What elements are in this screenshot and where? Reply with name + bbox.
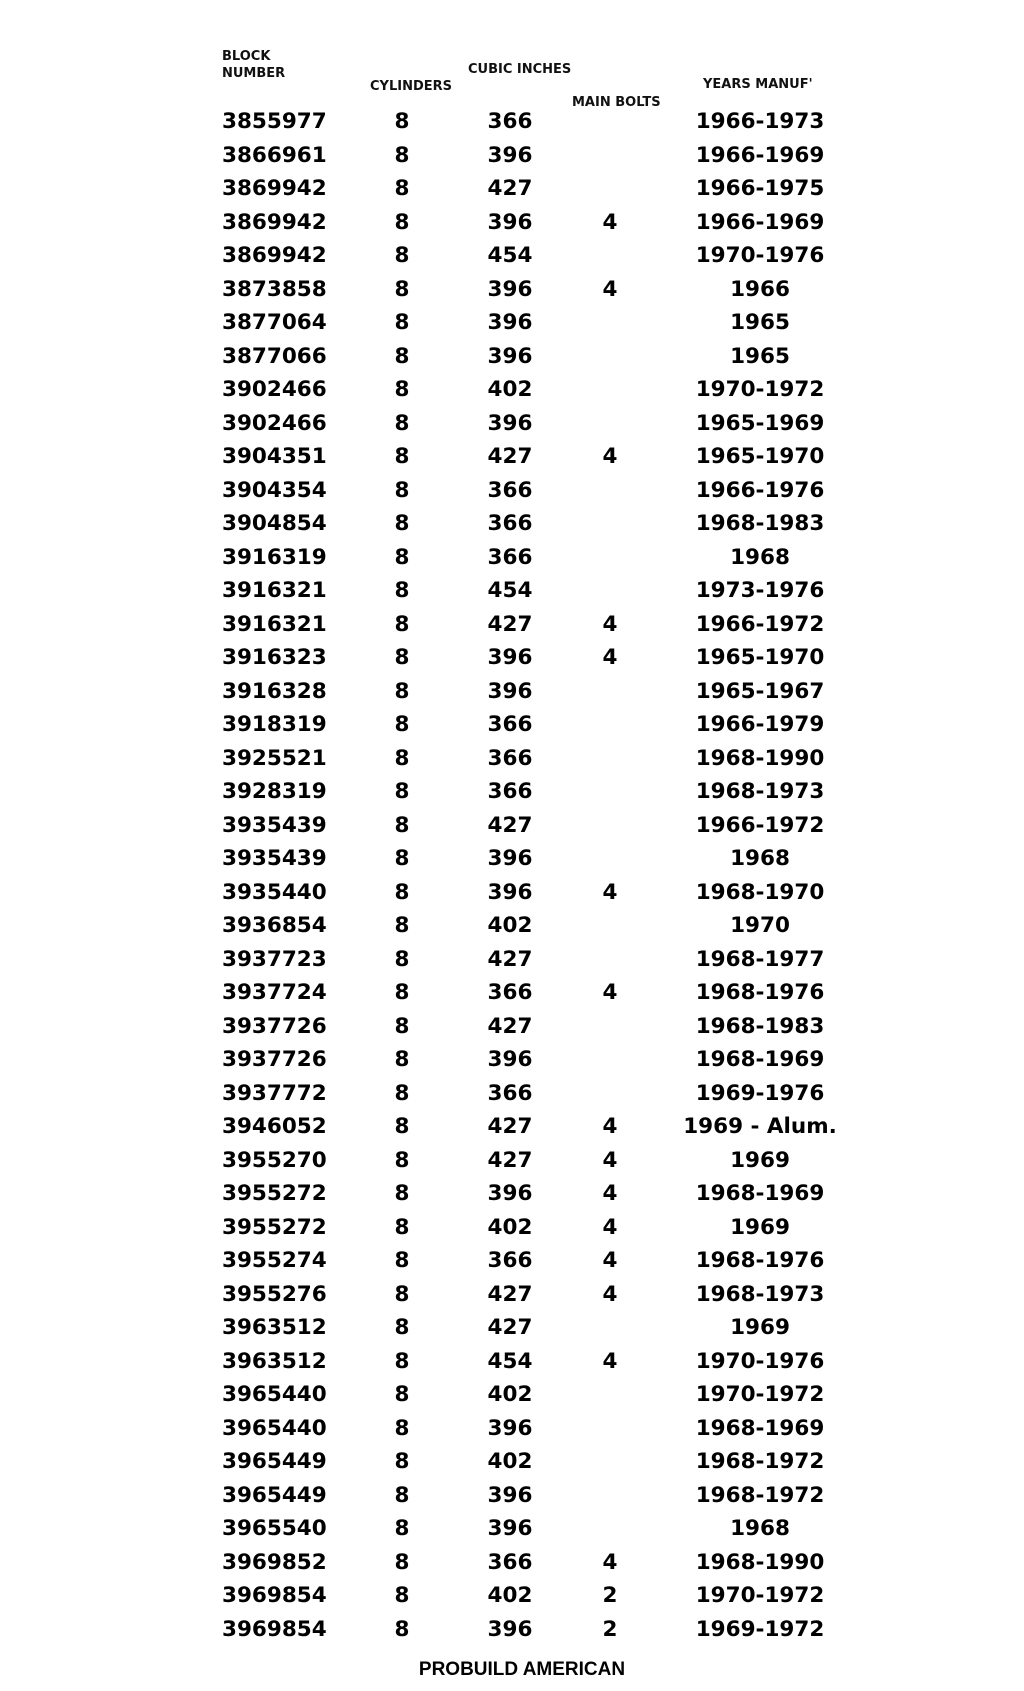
cubic-inches-cell: 396	[487, 1415, 533, 1441]
table-row	[0, 1445, 1024, 1479]
table-row	[0, 1479, 1024, 1513]
table-row	[0, 239, 1024, 273]
cylinders-cell: 8	[394, 1616, 410, 1642]
years-cell: 1968-1972	[695, 1449, 825, 1474]
table-row	[0, 1311, 1024, 1345]
block-number-cell: 3855977	[222, 109, 327, 134]
main-bolts-cell: 2	[602, 1616, 618, 1642]
cylinders-cell: 8	[394, 1583, 410, 1608]
cylinders-cell: 8	[394, 377, 410, 402]
block-number-cell: 3904354	[222, 477, 327, 503]
block-table	[0, 105, 1024, 1646]
cubic-inches-cell: 396	[487, 1516, 533, 1541]
cubic-inches-cell: 454	[487, 243, 533, 268]
table-row	[0, 1144, 1024, 1178]
block-number-cell: 3916328	[222, 678, 327, 704]
table-row	[0, 1177, 1024, 1211]
years-cell: 1966-1976	[695, 477, 825, 503]
table-row	[0, 574, 1024, 608]
years-cell: 1968-1969	[695, 1047, 825, 1072]
cubic-inches-cell: 427	[487, 176, 533, 201]
years-cell: 1965	[730, 343, 790, 369]
main-bolts-cell: 4	[602, 1549, 618, 1575]
block-number-cell: 3969854	[222, 1616, 327, 1642]
cylinders-cell: 8	[394, 1482, 410, 1508]
main-bolts-cell: 4	[602, 444, 618, 469]
table-row	[0, 474, 1024, 508]
block-number-cell: 3916321	[222, 578, 327, 603]
table-row	[0, 976, 1024, 1010]
block-number-cell: 3902466	[222, 410, 327, 436]
cylinders-cell: 8	[394, 243, 410, 268]
cubic-inches-cell: 454	[487, 1348, 533, 1374]
cubic-inches-cell: 366	[487, 1248, 533, 1273]
block-number-cell: 3937726	[222, 1047, 327, 1072]
cubic-inches-cell: 366	[487, 980, 533, 1005]
block-number-cell: 3904351	[222, 444, 327, 469]
years-cell: 1965	[730, 310, 790, 335]
block-number-cell: 3946052	[222, 1114, 327, 1139]
block-number-cell: 3935439	[222, 812, 327, 838]
main-bolts-cell: 4	[602, 209, 618, 235]
cylinders-cell: 8	[394, 913, 410, 938]
main-bolts-cell: 4	[602, 611, 618, 637]
years-cell: 1965-1970	[695, 444, 825, 469]
cylinders-cell: 8	[394, 1248, 410, 1273]
block-number-cell: 3955272	[222, 1181, 327, 1206]
years-cell: 1970-1972	[695, 1382, 825, 1407]
cylinders-cell: 8	[394, 176, 410, 201]
cylinders-cell: 8	[394, 1147, 410, 1173]
main-bolts-cell: 4	[602, 1114, 618, 1139]
table-row	[0, 943, 1024, 977]
cylinders-cell: 8	[394, 1013, 410, 1039]
years-cell: 1969	[730, 1315, 790, 1340]
main-bolts-cell: 4	[602, 1181, 618, 1206]
years-cell: 1968-1983	[695, 1013, 825, 1039]
cubic-inches-cell: 366	[487, 544, 533, 570]
table-row	[0, 675, 1024, 709]
cubic-inches-cell: 427	[487, 1315, 533, 1340]
table-row	[0, 1077, 1024, 1111]
years-cell: 1969 - Alum.	[683, 1114, 837, 1139]
table-row	[0, 541, 1024, 575]
cubic-inches-cell: 402	[487, 1382, 533, 1407]
cubic-inches-cell: 366	[487, 745, 533, 771]
table-row	[0, 1278, 1024, 1312]
table-row	[0, 1579, 1024, 1613]
years-cell: 1965-1969	[695, 410, 825, 436]
cubic-inches-cell: 396	[487, 1616, 533, 1642]
block-number-cell: 3925521	[222, 745, 327, 771]
header-block-line2: NUMBER	[222, 66, 286, 81]
cubic-inches-cell: 366	[487, 511, 533, 536]
main-bolts-cell: 4	[602, 1248, 618, 1273]
main-bolts-cell: 4	[602, 1348, 618, 1374]
cylinders-cell: 8	[394, 678, 410, 704]
cubic-inches-cell: 427	[487, 812, 533, 838]
years-cell: 1970-1976	[695, 243, 825, 268]
cubic-inches-cell: 366	[487, 712, 533, 737]
cylinders-cell: 8	[394, 980, 410, 1005]
block-number-cell: 3955276	[222, 1281, 327, 1307]
years-cell: 1969	[730, 1214, 790, 1240]
years-cell: 1966-1979	[695, 712, 825, 737]
years-cell: 1968	[730, 544, 790, 570]
years-cell: 1968-1976	[695, 1248, 825, 1273]
cylinders-cell: 8	[394, 544, 410, 570]
cylinders-cell: 8	[394, 1080, 410, 1106]
years-cell: 1968-1970	[695, 879, 825, 905]
block-number-cell: 3937726	[222, 1013, 327, 1039]
table-row	[0, 608, 1024, 642]
cylinders-cell: 8	[394, 578, 410, 603]
cylinders-cell: 8	[394, 645, 410, 670]
table-row	[0, 1546, 1024, 1580]
table-row	[0, 708, 1024, 742]
block-number-cell: 3965440	[222, 1382, 327, 1407]
years-cell: 1968	[730, 1516, 790, 1541]
years-cell: 1968-1973	[695, 779, 825, 804]
main-bolts-cell: 4	[602, 1281, 618, 1307]
years-cell: 1966-1975	[695, 176, 825, 201]
cubic-inches-cell: 396	[487, 879, 533, 905]
cubic-inches-cell: 402	[487, 913, 533, 938]
block-number-cell: 3955270	[222, 1147, 327, 1173]
years-cell: 1970-1972	[695, 377, 825, 402]
table-row	[0, 139, 1024, 173]
cylinders-cell: 8	[394, 946, 410, 972]
table-row	[0, 407, 1024, 441]
block-number-cell: 3904854	[222, 511, 327, 536]
years-cell: 1968-1972	[695, 1482, 825, 1508]
table-row	[0, 1110, 1024, 1144]
cylinders-cell: 8	[394, 276, 410, 302]
table-row	[0, 1043, 1024, 1077]
block-number-cell: 3965540	[222, 1516, 327, 1541]
years-cell: 1966	[730, 276, 790, 302]
years-cell: 1968-1990	[695, 1549, 825, 1575]
cubic-inches-cell: 366	[487, 779, 533, 804]
main-bolts-cell: 4	[602, 1147, 618, 1173]
block-number-cell: 3965440	[222, 1415, 327, 1441]
block-number-cell: 3965449	[222, 1482, 327, 1508]
block-number-cell: 3937724	[222, 980, 327, 1005]
cylinders-cell: 8	[394, 1181, 410, 1206]
cubic-inches-cell: 396	[487, 1181, 533, 1206]
cubic-inches-cell: 454	[487, 578, 533, 603]
cylinders-cell: 8	[394, 812, 410, 838]
block-number-cell: 3873858	[222, 276, 327, 302]
cubic-inches-cell: 396	[487, 846, 533, 871]
table-row	[0, 206, 1024, 240]
years-cell: 1968-1977	[695, 946, 825, 972]
block-number-cell: 3936854	[222, 913, 327, 938]
table-row	[0, 507, 1024, 541]
cylinders-cell: 8	[394, 310, 410, 335]
years-cell: 1965-1967	[695, 678, 825, 704]
cubic-inches-cell: 396	[487, 276, 533, 302]
cubic-inches-cell: 427	[487, 1147, 533, 1173]
table-row	[0, 1613, 1024, 1647]
table-row	[0, 340, 1024, 374]
years-cell: 1973-1976	[695, 578, 825, 603]
cubic-inches-cell: 366	[487, 1080, 533, 1106]
block-number-cell: 3916323	[222, 645, 327, 670]
cubic-inches-cell: 396	[487, 1047, 533, 1072]
cylinders-cell: 8	[394, 109, 410, 134]
years-cell: 1968-1969	[695, 1181, 825, 1206]
years-cell: 1966-1969	[695, 142, 825, 168]
block-number-cell: 3955272	[222, 1214, 327, 1240]
years-cell: 1970-1972	[695, 1583, 825, 1608]
block-number-cell: 3963512	[222, 1315, 327, 1340]
cubic-inches-cell: 402	[487, 1583, 533, 1608]
block-number-cell: 3955274	[222, 1248, 327, 1273]
cubic-inches-cell: 402	[487, 1449, 533, 1474]
block-number-cell: 3969852	[222, 1549, 327, 1575]
cubic-inches-cell: 366	[487, 1549, 533, 1575]
main-bolts-cell: 4	[602, 879, 618, 905]
years-cell: 1969-1976	[695, 1080, 825, 1106]
years-cell: 1969	[730, 1147, 790, 1173]
cylinders-cell: 8	[394, 1415, 410, 1441]
cubic-inches-cell: 396	[487, 410, 533, 436]
cubic-inches-cell: 427	[487, 946, 533, 972]
cylinders-cell: 8	[394, 1315, 410, 1340]
cubic-inches-cell: 396	[487, 1482, 533, 1508]
cubic-inches-cell: 427	[487, 1114, 533, 1139]
table-row	[0, 1244, 1024, 1278]
table-row	[0, 876, 1024, 910]
years-cell: 1968-1983	[695, 511, 825, 536]
cylinders-cell: 8	[394, 779, 410, 804]
years-cell: 1969-1972	[695, 1616, 825, 1642]
table-row	[0, 105, 1024, 139]
years-cell: 1966-1969	[695, 209, 825, 235]
cylinders-cell: 8	[394, 1449, 410, 1474]
cubic-inches-cell: 366	[487, 477, 533, 503]
cubic-inches-cell: 427	[487, 1281, 533, 1307]
cylinders-cell: 8	[394, 444, 410, 469]
cylinders-cell: 8	[394, 1348, 410, 1374]
block-number-cell: 3902466	[222, 377, 327, 402]
cylinders-cell: 8	[394, 846, 410, 871]
cylinders-cell: 8	[394, 410, 410, 436]
block-number-cell: 3928319	[222, 779, 327, 804]
cylinders-cell: 8	[394, 1382, 410, 1407]
table-row	[0, 809, 1024, 843]
main-bolts-cell: 2	[602, 1583, 618, 1608]
header-years-manufactured: YEARS MANUF'	[703, 77, 813, 92]
years-cell: 1968-1973	[695, 1281, 825, 1307]
block-number-cell: 3937772	[222, 1080, 327, 1106]
years-cell: 1968-1976	[695, 980, 825, 1005]
cubic-inches-cell: 396	[487, 142, 533, 168]
cylinders-cell: 8	[394, 745, 410, 771]
table-row	[0, 641, 1024, 675]
block-number-cell: 3866961	[222, 142, 327, 168]
table-row	[0, 775, 1024, 809]
table-row	[0, 1345, 1024, 1379]
block-number-cell: 3935440	[222, 879, 327, 905]
table-row	[0, 1010, 1024, 1044]
footer-brand: PROBUILD AMERICAN	[418, 1659, 626, 1680]
header-block-line1: BLOCK	[222, 49, 271, 64]
main-bolts-cell: 4	[602, 980, 618, 1005]
years-cell: 1966-1973	[695, 109, 825, 134]
cylinders-cell: 8	[394, 712, 410, 737]
main-bolts-cell: 4	[602, 645, 618, 670]
block-number-cell: 3877066	[222, 343, 327, 369]
cylinders-cell: 8	[394, 1114, 410, 1139]
cubic-inches-cell: 396	[487, 343, 533, 369]
cylinders-cell: 8	[394, 611, 410, 637]
years-cell: 1968-1969	[695, 1415, 825, 1441]
block-number-cell: 3918319	[222, 712, 327, 737]
years-cell: 1965-1970	[695, 645, 825, 670]
table-row	[0, 1412, 1024, 1446]
table-row	[0, 1211, 1024, 1245]
cylinders-cell: 8	[394, 1516, 410, 1541]
cubic-inches-cell: 396	[487, 310, 533, 335]
cylinders-cell: 8	[394, 1214, 410, 1240]
cubic-inches-cell: 396	[487, 209, 533, 235]
block-number-cell: 3963512	[222, 1348, 327, 1374]
table-row	[0, 172, 1024, 206]
years-cell: 1966-1972	[695, 812, 825, 838]
cubic-inches-cell: 427	[487, 611, 533, 637]
cylinders-cell: 8	[394, 1047, 410, 1072]
years-cell: 1966-1972	[695, 611, 825, 637]
block-number-cell: 3877064	[222, 310, 327, 335]
block-number-cell: 3916319	[222, 544, 327, 570]
block-number-cell: 3969854	[222, 1583, 327, 1608]
cubic-inches-cell: 402	[487, 1214, 533, 1240]
cylinders-cell: 8	[394, 879, 410, 905]
table-row	[0, 306, 1024, 340]
block-number-cell: 3937723	[222, 946, 327, 972]
table-row	[0, 440, 1024, 474]
header-cubic-inches: CUBIC INCHES	[468, 62, 572, 77]
table-row	[0, 373, 1024, 407]
table-row	[0, 1512, 1024, 1546]
cubic-inches-cell: 396	[487, 678, 533, 704]
cubic-inches-cell: 427	[487, 1013, 533, 1039]
block-number-cell: 3965449	[222, 1449, 327, 1474]
cylinders-cell: 8	[394, 142, 410, 168]
cubic-inches-cell: 427	[487, 444, 533, 469]
block-number-cell: 3935439	[222, 846, 327, 871]
header-cylinders: CYLINDERS	[370, 79, 452, 94]
cylinders-cell: 8	[394, 1281, 410, 1307]
table-row	[0, 273, 1024, 307]
years-cell: 1970	[730, 913, 790, 938]
cylinders-cell: 8	[394, 511, 410, 536]
cylinders-cell: 8	[394, 1549, 410, 1575]
cylinders-cell: 8	[394, 209, 410, 235]
cylinders-cell: 8	[394, 343, 410, 369]
block-number-cell: 3869942	[222, 176, 327, 201]
block-number-cell: 3916321	[222, 611, 327, 637]
years-cell: 1970-1976	[695, 1348, 825, 1374]
main-bolts-cell: 4	[602, 276, 618, 302]
years-cell: 1968-1990	[695, 745, 825, 771]
years-cell: 1968	[730, 846, 790, 871]
cylinders-cell: 8	[394, 477, 410, 503]
block-number-cell: 3869942	[222, 209, 327, 235]
header-block-number	[222, 48, 285, 82]
header-main-bolts: MAIN BOLTS	[572, 95, 661, 110]
block-number-cell: 3869942	[222, 243, 327, 268]
cubic-inches-cell: 402	[487, 377, 533, 402]
table-row	[0, 909, 1024, 943]
table-row	[0, 842, 1024, 876]
main-bolts-cell: 4	[602, 1214, 618, 1240]
table-row	[0, 1378, 1024, 1412]
cubic-inches-cell: 396	[487, 645, 533, 670]
cubic-inches-cell: 366	[487, 109, 533, 134]
table-row	[0, 742, 1024, 776]
